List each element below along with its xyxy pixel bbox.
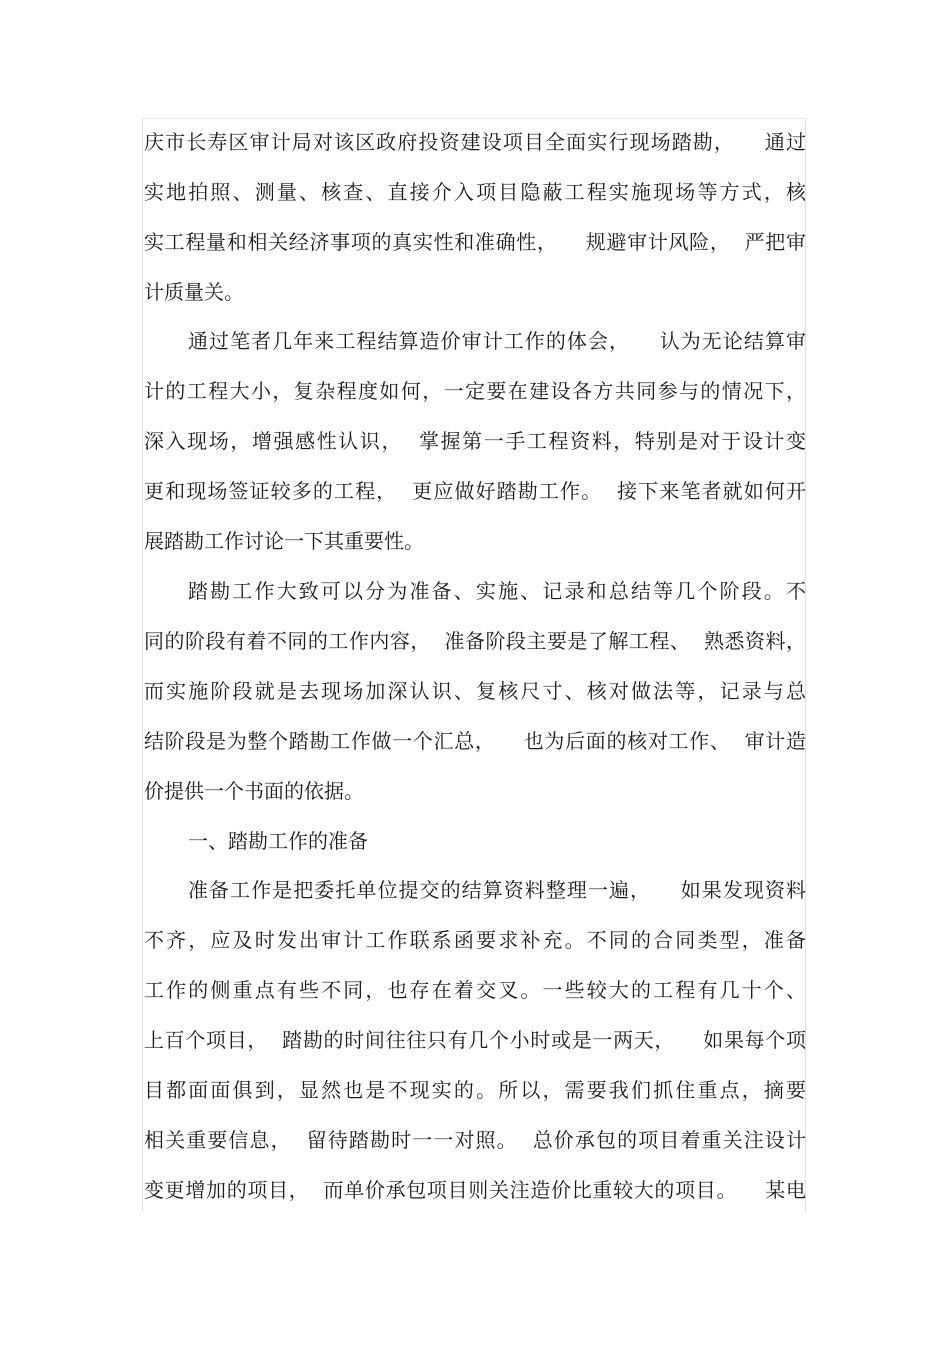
text-line: 实工程量和相关经济事项的真实性和准确性， 规避审计风险， 严把审 <box>144 230 806 254</box>
text-line: 计的工程大小，复杂程度如何，一定要在建设各方共同参与的情况下， <box>144 379 806 403</box>
text-line: 庆市长寿区审计局对该区政府投资建设项目全面实行现场踏勘， 通过 <box>144 130 806 154</box>
text-line: 更和现场签证较多的工程， 更应做好踏勘工作。 接下来笔者就如何开 <box>144 479 806 503</box>
paragraph-first-line: 通过笔者几年来工程结算造价审计工作的体会， 认为无论结算审 <box>188 329 806 353</box>
text-line: 同的阶段有着不同的工作内容， 准备阶段主要是了解工程、 熟悉资料， <box>144 629 806 653</box>
text-line: 展踏勘工作讨论一下其重要性。 <box>144 529 424 553</box>
text-line: 结阶段是为整个踏勘工作做一个汇总， 也为后面的核对工作、 审计造 <box>144 729 806 753</box>
paragraph-first-line: 准备工作是把委托单位提交的结算资料整理一遍， 如果发现资料 <box>188 878 806 902</box>
text-line: 相关重要信息， 留待踏勘时一一对照。 总价承包的项目着重关注设计 <box>144 1128 806 1152</box>
paragraph-first-line: 踏勘工作大致可以分为准备、实施、记录和总结等几个阶段。不 <box>188 579 806 603</box>
text-line: 工作的侧重点有些不同，也存在着交叉。一些较大的工程有几十个、 <box>144 978 806 1002</box>
text-line: 目都面面俱到，显然也是不现实的。所以，需要我们抓住重点，摘要 <box>144 1078 806 1102</box>
text-line: 价提供一个书面的依据。 <box>144 779 364 803</box>
text-line: 上百个项目， 踏勘的时间往往只有几个小时或是一两天， 如果每个项 <box>144 1028 806 1052</box>
text-line: 实地拍照、测量、核查、直接介入项目隐蔽工程实施现场等方式，核 <box>144 180 806 204</box>
text-line: 而实施阶段就是去现场加深认识、复核尺寸、核对做法等，记录与总 <box>144 679 806 703</box>
text-line: 变更增加的项目， 而单价承包项目则关注造价比重较大的项目。 某电 <box>144 1178 806 1202</box>
text-line: 不齐，应及时发出审计工作联系函要求补充。不同的合同类型，准备 <box>144 928 806 952</box>
section-heading: 一、踏勘工作的准备 <box>188 829 368 853</box>
text-line: 深入现场，增强感性认识， 掌握第一手工程资料，特别是对于设计变 <box>144 429 806 453</box>
text-line: 计质量关。 <box>144 280 244 304</box>
